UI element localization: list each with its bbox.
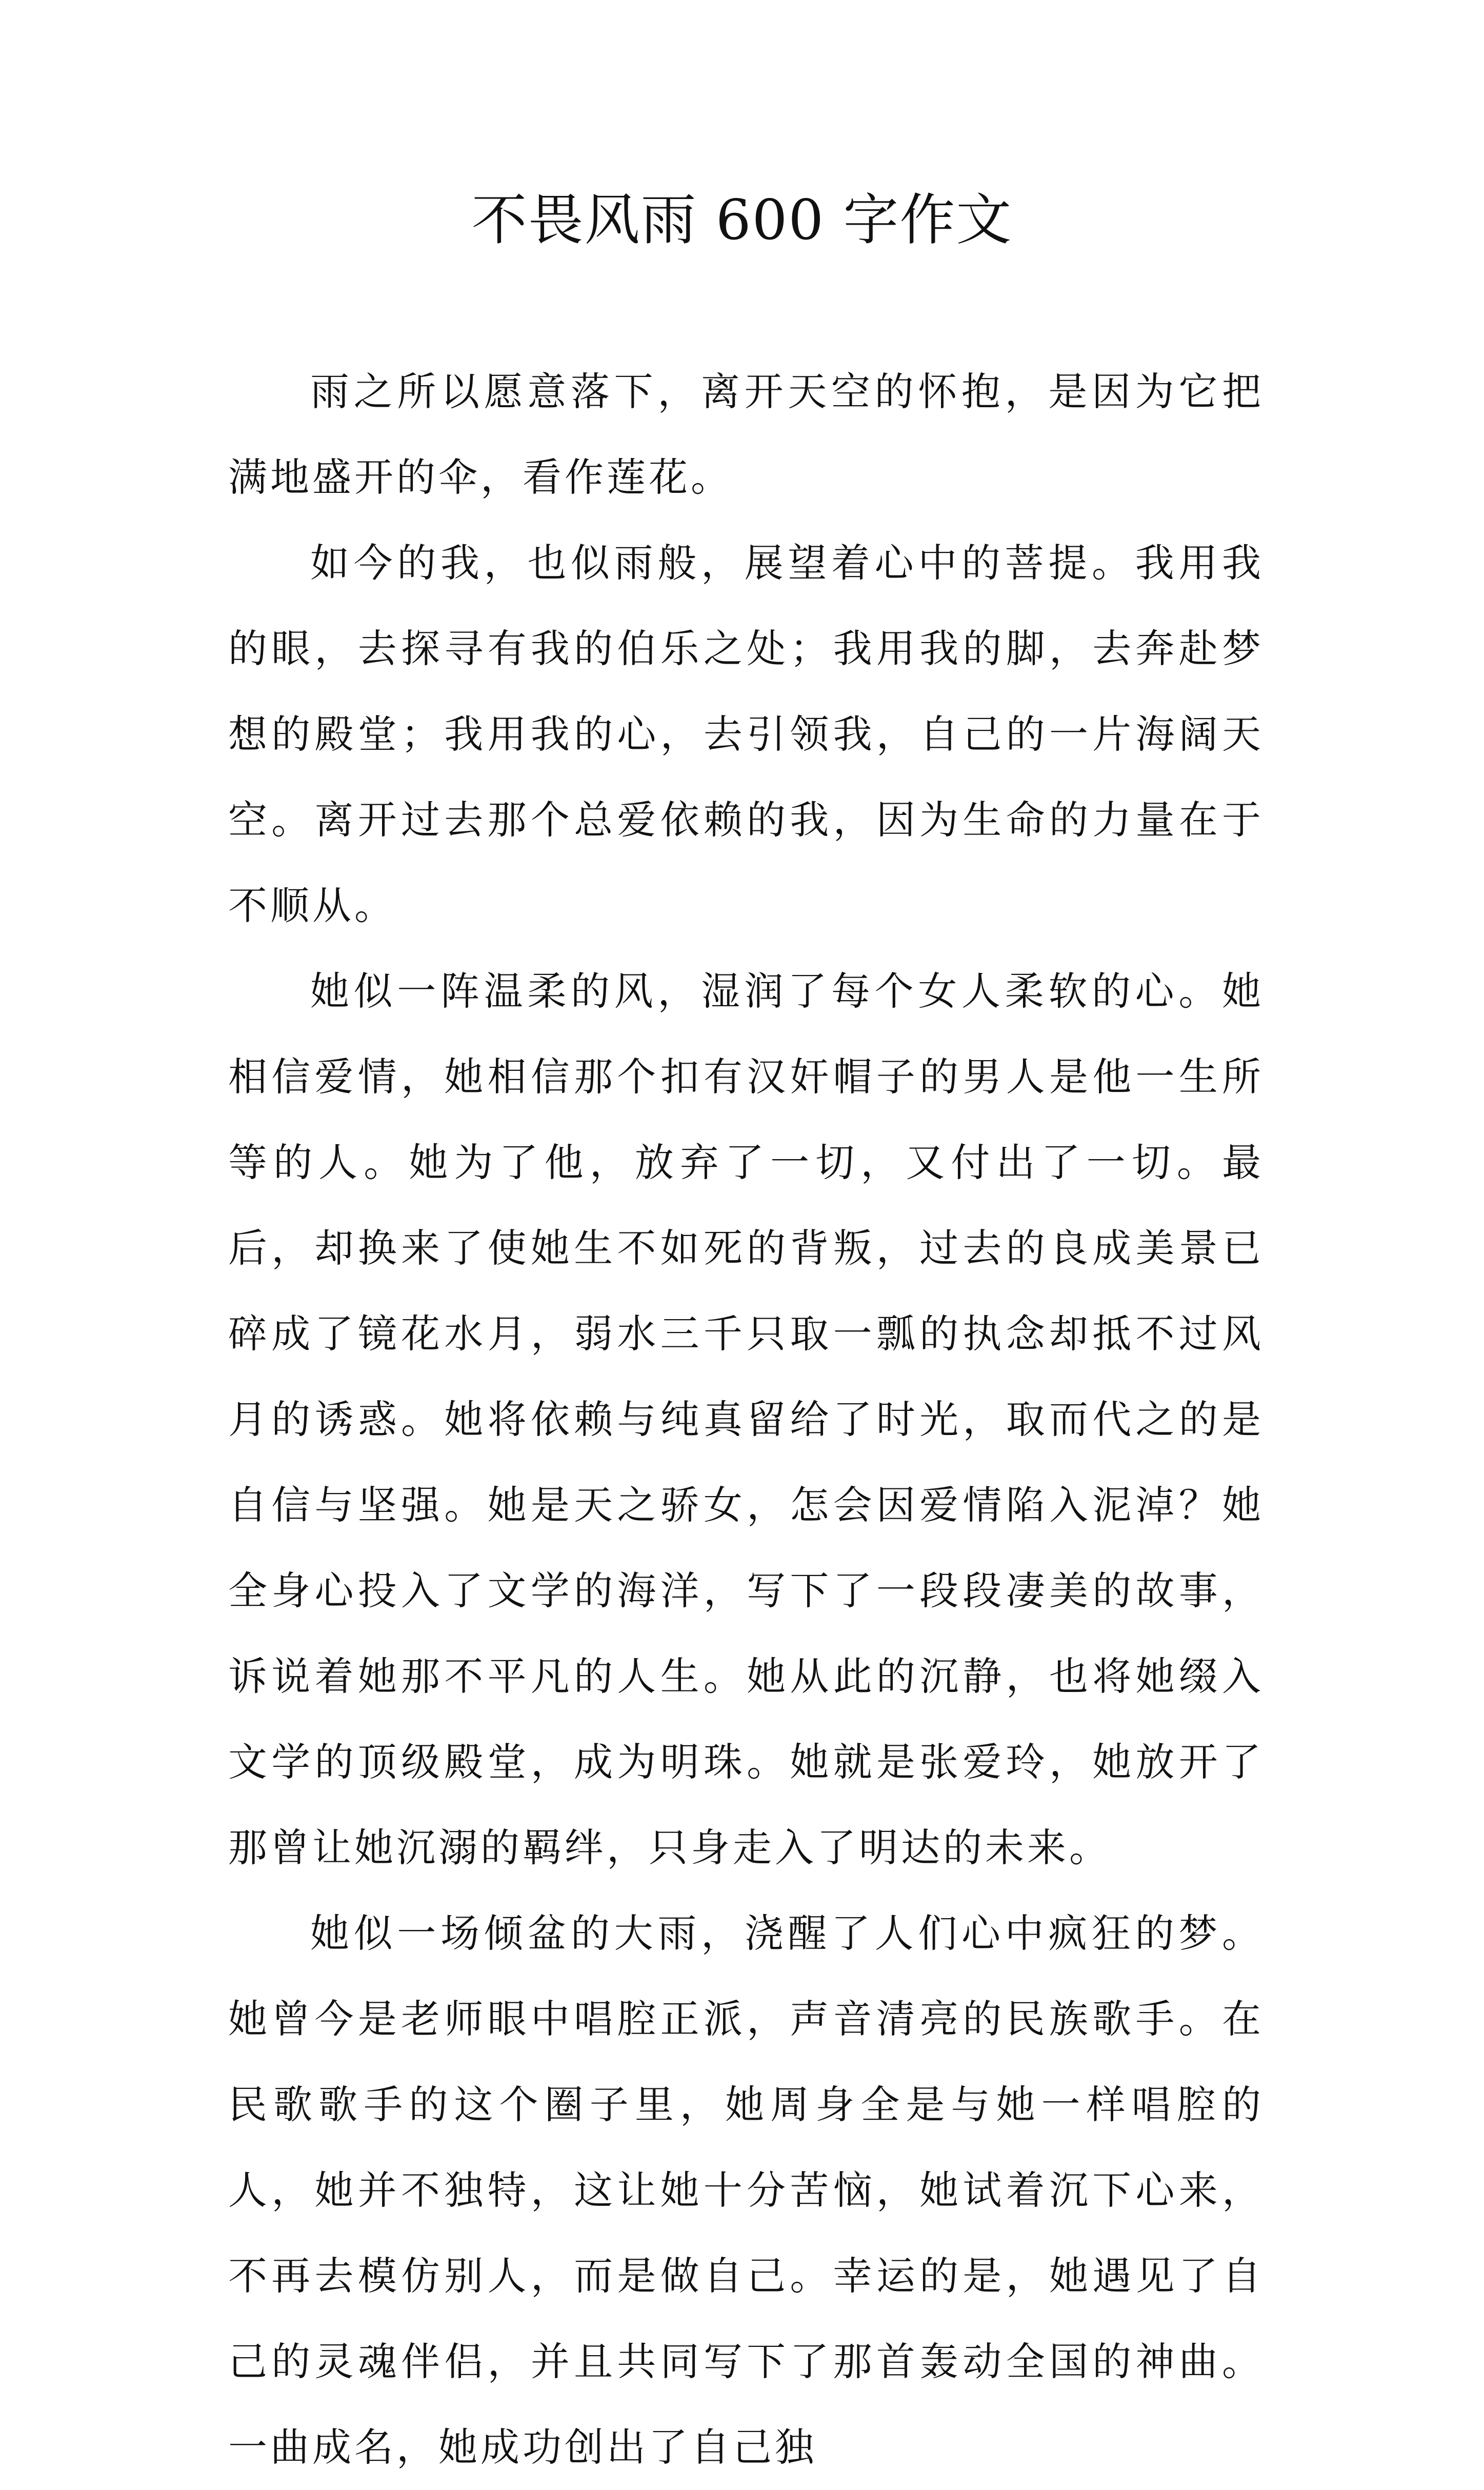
paragraph: 她似一阵温柔的风，湿润了每个女人柔软的心。她相信爱情，她相信那个扣有汉奸帽子的男人是他一生所等的人。她为了他，放弃了一切，又付出了一切。最后，却换来了使她生不如死的背叛，过去的良成美景已碎成了镜花水月，弱水三千只取一瓢的执念却抵不过风月的诱惑。她将依赖与纯真留给了时光，取而代之的是自信与坚强。她是天之骄女，怎会因爱情陷入泥淖？她全身心投入了文学的海洋，写下了一段段凄美的故事，诉说着她那不平凡的人生。她从此的沉静，也将她缀入文学的顶级殿堂，成为明珠。她就是张爱玲，她放开了那曾让她沉溺的羁绊，只身走入了明达的未来。 — [228, 968, 1264, 1870]
paragraph: 如今的我，也似雨般，展望着心中的菩提。我用我的眼，去探寻有我的伯乐之处；我用我的脚，去奔赴梦想的殿堂；我用我的心，去引领我，自己的一片海阔天空。离开过去那个总爱依赖的我，因为生命的力量在于不顺从。 — [228, 540, 1264, 928]
paragraph: 雨之所以愿意落下，离开天空的怀抱，是因为它把满地盛开的伞，看作莲花。 — [228, 369, 1264, 500]
paragraph: 她似一场倾盆的大雨，浇醒了人们心中疯狂的梦。她曾今是老师眼中唱腔正派，声音清亮的民族歌手。在民歌歌手的这个圈子里，她周身全是与她一样唱腔的人，她并不独特，这让她十分苦恼，她试着沉下心来，不再去模仿别人，而是做自己。幸运的是，她遇见了自己的灵魂伴侣，并且共同写下了那首轰动全国的神曲。一曲成名，她成功创出了自己独 — [228, 1910, 1264, 2470]
document-body — [228, 349, 1264, 2490]
document-title: 不畏风雨 600 字作文 — [471, 188, 1013, 252]
